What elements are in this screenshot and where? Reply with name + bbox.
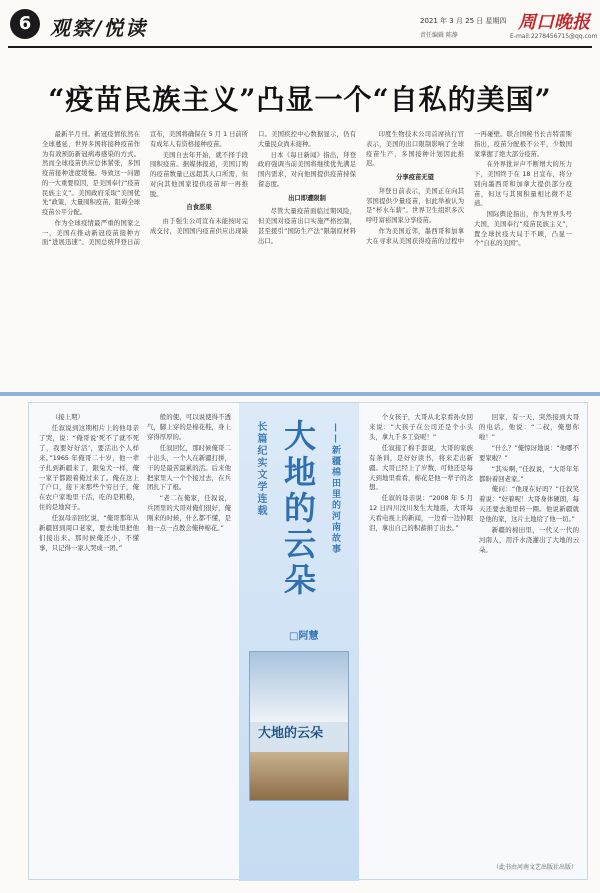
serial-paragraph: “老二在俺家，任叙说，兵团里的大哥对俺们很好，俺刚来的时候，什么都不懂，是他一点一点教会俺种棉花。” [147, 494, 231, 533]
serial-banner [239, 403, 359, 881]
serial-subtitle: ——新疆棉田里的河南故事 [330, 423, 340, 555]
serial-title: 大地的云朵 [279, 419, 317, 599]
article-paragraph: 国际舆论指出，作为世界头号大国，美国奉行“疫苗民族主义”，置全球抗疫大局于不顾，凸显一个“自私的美国”。 [474, 211, 572, 248]
article-paragraph: 最新半月刊。新冠疫情依然在全球蔓延，世界多国将接种疫苗作为有效预防新冠病毒感染的方式。然而全球疫苗供应总体紧张，多国疫苗接种进度缓慢。导致这一问题的一大重要原因，是美国奉行“疫苗民族主义”。美国政府采取“美国优先”政策，大量囤积疫苗，阻碍全球疫苗公平分配。 [42, 131, 140, 216]
serial-paragraph: 个女孩子，大哥从北京看孙女回来说：“大孩子在公司还是个小头头，拿九千多工资呢！” [369, 413, 473, 441]
date-line: 2021 年 3 月 25 日 星期四 [420, 17, 507, 25]
serial-column-4 [479, 413, 579, 873]
serial-paragraph: 任叙的母亲说：“2008 年 5 月 12 日四川汶川发生大地震，大哥每天看电视上的新闻，一边看一边掉眼泪，拿出自己的积蓄捐了出去。” [369, 494, 473, 533]
header-rule [8, 46, 592, 48]
editor-line: 责任编辑 陈静 [420, 32, 458, 39]
page-header [0, 0, 600, 52]
serial-column-3 [369, 413, 473, 873]
article-paragraph: 尽管大量疫苗面临过期风险，但美国对疫苗出口实施严格控制，甚至援引“国防生产法”限制原材料出口。 [258, 208, 356, 245]
book-cover-sky [250, 652, 348, 722]
serial-column-2 [147, 413, 231, 873]
email-line: E-mail:2278456715@qq.com [510, 33, 598, 40]
article-paragraph: 美国自去年开始，就不择手段囤积疫苗。据媒体报道，美国订购的疫苗数量已远超其人口所需，但对向其他国家提供疫苗却一再推脱。 [150, 151, 248, 198]
serial-paragraph: 任叙回忆，那时候俺哥二十出头，一个人在新疆打拼，干的是最苦最累的活。后来他把家里人一个个接过去，在兵团扎下了根。 [147, 443, 231, 492]
article-paragraph: 在外界批评声不断增大的压力下，美国终于在 18 日宣布，将分别向墨西哥和加拿大提供部分疫苗，但这与其囤积量相比微不足道。 [474, 161, 572, 208]
serial-paragraph: 回家，有一天，突然接到大哥的电话，他说：“二叔，俺想你啦！” [479, 413, 579, 441]
publisher-note: （此书由河南文艺出版社出版） [492, 864, 577, 871]
serial-paragraph: “其实啊，”任叙说，“大哥年年都盼着回老家。” [479, 464, 579, 483]
book-cover-image [249, 651, 349, 801]
book-cover-field [250, 752, 348, 800]
newspaper-logo: 周口晚报 [518, 12, 590, 33]
serial-paragraph: 任叙母亲回忆说，“俺哥那年从新疆回到周口老家，要去地里把他们接出来。那时候俺还小，不懂事，只记得一家人哭成一团。” [39, 514, 139, 552]
headline: “疫苗民族主义”凸显一个“自私的美国” [48, 83, 552, 116]
serial-label: 长篇纪实文学连载 [255, 421, 266, 517]
serial-paragraph: “什么？”俺惊讶地说：“他哪不要家啦？” [479, 443, 579, 462]
serial-paragraph: 俺问：“他现在好吗？”任叙笑着说：“好着呢！大哥身体硬朗，每天还要去地里转一圈。他说新疆就是他的家，这片土地给了他一切。” [479, 485, 579, 524]
main-article [42, 130, 572, 360]
page-number: 6 [10, 9, 40, 39]
section-divider [0, 392, 600, 396]
article-paragraph: 拜登日前表示，美国正在向其邻国提供少量疫苗，但此举被认为是“杯水车薪”。世界卫生组织多次呼吁富裕国家分享疫苗。 [366, 187, 464, 224]
serial-author: □阿慧 [289, 631, 319, 642]
serial-paragraph: 般的使，可以说使得不透气，脚上穿的是棉花鞋，身上穿得厚厚的。 [147, 413, 231, 441]
article-paragraph: 作为全球疫情最严重的国家之一，美国在推动新冠疫苗接种方面“进展迅速”。美国总统拜登日前宣布，美国将确保在 5 月 1 日前所有成年人有资格接种疫苗。 [42, 131, 248, 247]
article-subhead: 分享疫苗无望 [396, 174, 434, 181]
article-paragraph: 由于强生公司宣布未能按时完成交付，美国国内疫苗供应出现缺口。美国疾控中心数据显示，仍有大量民众尚未接种。 [150, 131, 356, 235]
book-cover-title: 大地的云朵 [258, 726, 324, 741]
serial-column-1 [39, 413, 139, 873]
article-paragraph: 日本《每日新闻》指出，拜登政府强调当前美国将继续优先满足国内需求，对向他国提供疫苗持保留态度。 [258, 151, 356, 188]
article-paragraph: 作为美国近邻，墨西哥和加拿大在寻求从美国获得疫苗的过程中一再碰壁。联合国秘书长古特雷斯指出，疫苗分配极不公平，少数国家掌握了绝大部分疫苗。 [366, 131, 572, 245]
serial-paragraph: 新疆的棉田里，一代又一代的河南人，用汗水浇灌出了大地的云朵。 [479, 526, 579, 554]
serial-paragraph: 任叙说到这期相片上的他母亲了哭，说：“俺哥说‘死不了就不死了，我要好好活’，要活出个人样来。”1965 年俺哥二十岁，他一辈子扎到新疆来了，跟兔犬一样，俺一家子都跟着俺过来了。俺在这上了户口，接下来那些个穷日子，俺在农户家地里干活，吃的是粗粮，住的是地窝子。 [39, 423, 139, 512]
section-title: 观察/悦读 [50, 16, 148, 40]
article-subhead: 出口即遭限制 [288, 194, 326, 202]
serial-paragraph: 任叙接了棉手套说，大哥的家族有条训，是好好读书，将来走出新疆。大哥已经上了岁数，可他还是每天到地里看看，棉花是他一辈子的念想。 [369, 443, 473, 492]
serial-section [28, 402, 588, 880]
serial-paragraph: （接上期） [51, 413, 84, 421]
article-paragraph: 印度生物技术公司首席执行官表示，美国的出口限制影响了全球疫苗生产，多国接种计划因此推迟。 [366, 131, 464, 168]
article-subhead: 自食恶果 [186, 204, 212, 212]
